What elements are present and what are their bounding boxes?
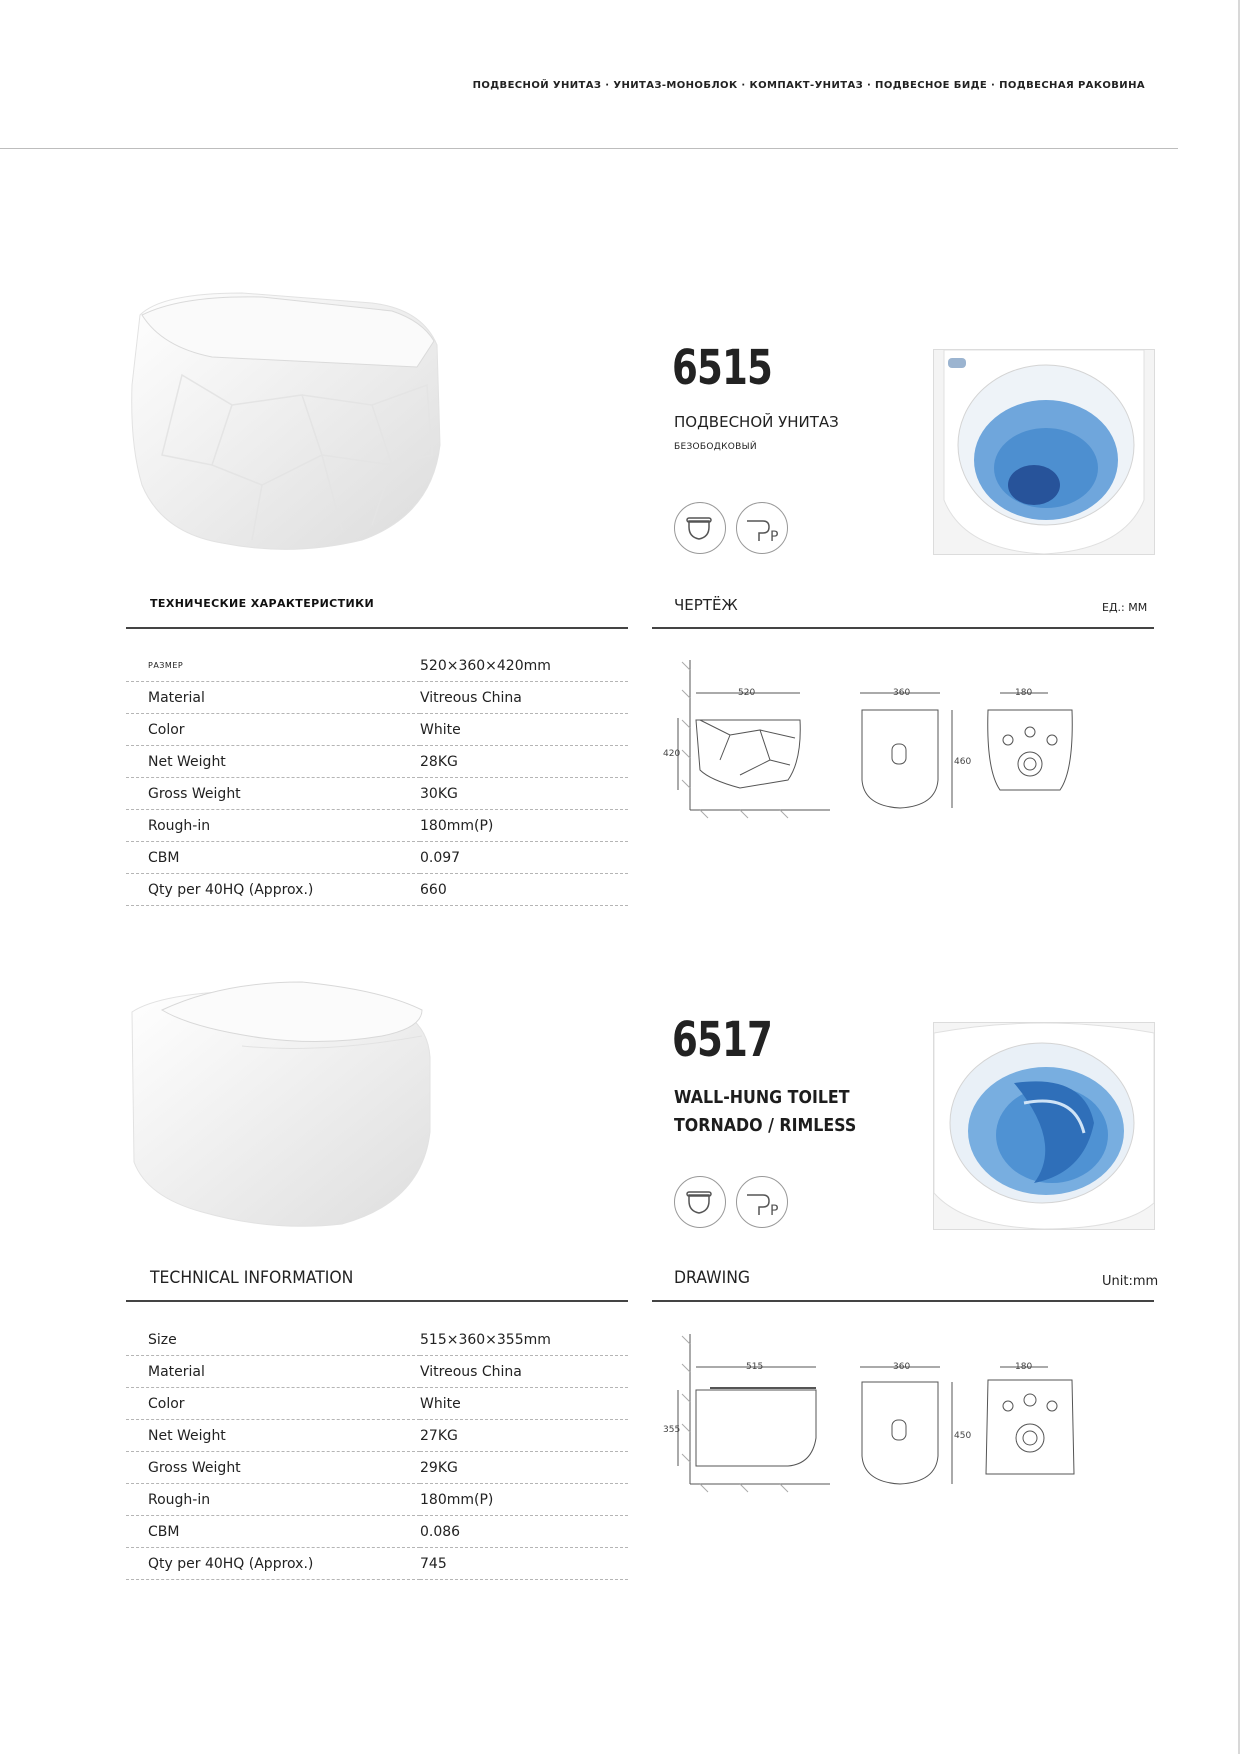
drawing-heading: DRAWING — [674, 1268, 751, 1288]
product-title: ПОДВЕСНОЙ УНИТАЗ — [674, 413, 839, 431]
drawing-heading-rule — [652, 1300, 1154, 1302]
product-image-6517 — [122, 962, 442, 1232]
spec-value: 745 — [420, 1548, 628, 1580]
spec-heading: TECHNICAL INFORMATION — [150, 1268, 354, 1288]
technical-drawing-6515 — [660, 660, 1100, 820]
svg-text:515: 515 — [746, 1362, 764, 1372]
table-row — [126, 842, 628, 874]
spec-label: Gross Weight — [126, 778, 420, 810]
spec-value: 660 — [420, 874, 628, 906]
spec-value: 30KG — [420, 778, 628, 810]
spec-label: CBM — [126, 842, 420, 874]
spec-label: Material — [126, 1356, 420, 1388]
technical-drawing-6517 — [660, 1334, 1100, 1494]
table-row — [126, 746, 628, 778]
product-image-6515 — [122, 285, 452, 560]
spec-heading: ТЕХНИЧЕСКИЕ ХАРАКТЕРИСТИКИ — [150, 597, 375, 610]
header-divider — [0, 148, 1178, 149]
svg-text:450: 450 — [954, 1431, 972, 1441]
spec-value: 0.097 — [420, 842, 628, 874]
model-number: 6517 — [672, 1012, 772, 1068]
svg-text:P: P — [770, 529, 779, 545]
drawing-heading-rule — [652, 627, 1154, 629]
table-row — [126, 682, 628, 714]
spec-value: 520×360×420mm — [420, 650, 628, 682]
p-trap-icon — [736, 1176, 788, 1228]
spec-label: Qty per 40HQ (Approx.) — [126, 874, 420, 906]
model-number: 6515 — [672, 340, 772, 396]
spec-label: Rough-in — [126, 1484, 420, 1516]
table-row — [126, 874, 628, 906]
spec-value: 27KG — [420, 1420, 628, 1452]
spec-label: Gross Weight — [126, 1452, 420, 1484]
spec-label: Material — [126, 682, 420, 714]
table-row — [126, 714, 628, 746]
spec-heading-rule — [126, 1300, 628, 1302]
svg-text:360: 360 — [893, 688, 911, 698]
svg-text:360: 360 — [893, 1362, 911, 1372]
table-row — [126, 810, 628, 842]
spec-label: РАЗМЕР — [126, 650, 420, 682]
wall-hung-toilet-icon — [674, 502, 726, 554]
spec-value: 180mm(P) — [420, 1484, 628, 1516]
spec-value: White — [420, 1388, 628, 1420]
table-row — [126, 1484, 628, 1516]
drawing-heading: ЧЕРТЁЖ — [674, 596, 738, 614]
table-row — [126, 1420, 628, 1452]
spec-value: 29KG — [420, 1452, 628, 1484]
spec-label: Net Weight — [126, 1420, 420, 1452]
bowl-photo-6517 — [933, 1022, 1155, 1230]
svg-text:180: 180 — [1015, 1362, 1033, 1372]
bowl-photo-6515 — [933, 349, 1155, 555]
spec-label: Color — [126, 1388, 420, 1420]
spec-value: 515×360×355mm — [420, 1324, 628, 1356]
product-title-line1: WALL-HUNG TOILET — [674, 1087, 850, 1108]
spec-value: 180mm(P) — [420, 810, 628, 842]
spec-heading-rule — [126, 627, 628, 629]
p-trap-icon — [736, 502, 788, 554]
spec-label: Rough-in — [126, 810, 420, 842]
product-subtitle: БЕЗОБОДКОВЫЙ — [674, 442, 757, 452]
category-nav: ПОДВЕСНОЙ УНИТАЗ · УНИТАЗ-МОНОБЛОК · КОМПАКТ-УНИТАЗ · ПОДВЕСНОЕ БИДЕ · ПОДВЕСНАЯ РАКОВИНА — [472, 80, 1145, 91]
spec-value: White — [420, 714, 628, 746]
spec-label: CBM — [126, 1516, 420, 1548]
table-row — [126, 1548, 628, 1580]
spec-table — [126, 1324, 628, 1580]
unit-label: Unit:mm — [1102, 1274, 1159, 1289]
spec-value: 28KG — [420, 746, 628, 778]
svg-text:520: 520 — [738, 688, 756, 698]
svg-text:460: 460 — [954, 757, 972, 767]
table-row — [126, 1324, 628, 1356]
spec-value: 0.086 — [420, 1516, 628, 1548]
unit-label: ЕД.: ММ — [1102, 601, 1148, 614]
svg-text:P: P — [770, 1203, 779, 1219]
svg-text:420: 420 — [663, 749, 681, 759]
spec-value: Vitreous China — [420, 682, 628, 714]
spec-value: Vitreous China — [420, 1356, 628, 1388]
table-row — [126, 1356, 628, 1388]
table-row — [126, 778, 628, 810]
spec-label: Qty per 40HQ (Approx.) — [126, 1548, 420, 1580]
spec-label: Net Weight — [126, 746, 420, 778]
svg-text:180: 180 — [1015, 688, 1033, 698]
table-row — [126, 1388, 628, 1420]
spec-table — [126, 650, 628, 906]
table-row — [126, 650, 628, 682]
svg-text:355: 355 — [663, 1425, 681, 1435]
spec-label: Size — [126, 1324, 420, 1356]
table-row — [126, 1516, 628, 1548]
wall-hung-toilet-icon — [674, 1176, 726, 1228]
spec-label: Color — [126, 714, 420, 746]
table-row — [126, 1452, 628, 1484]
product-title-line2: TORNADO / RIMLESS — [674, 1115, 857, 1136]
